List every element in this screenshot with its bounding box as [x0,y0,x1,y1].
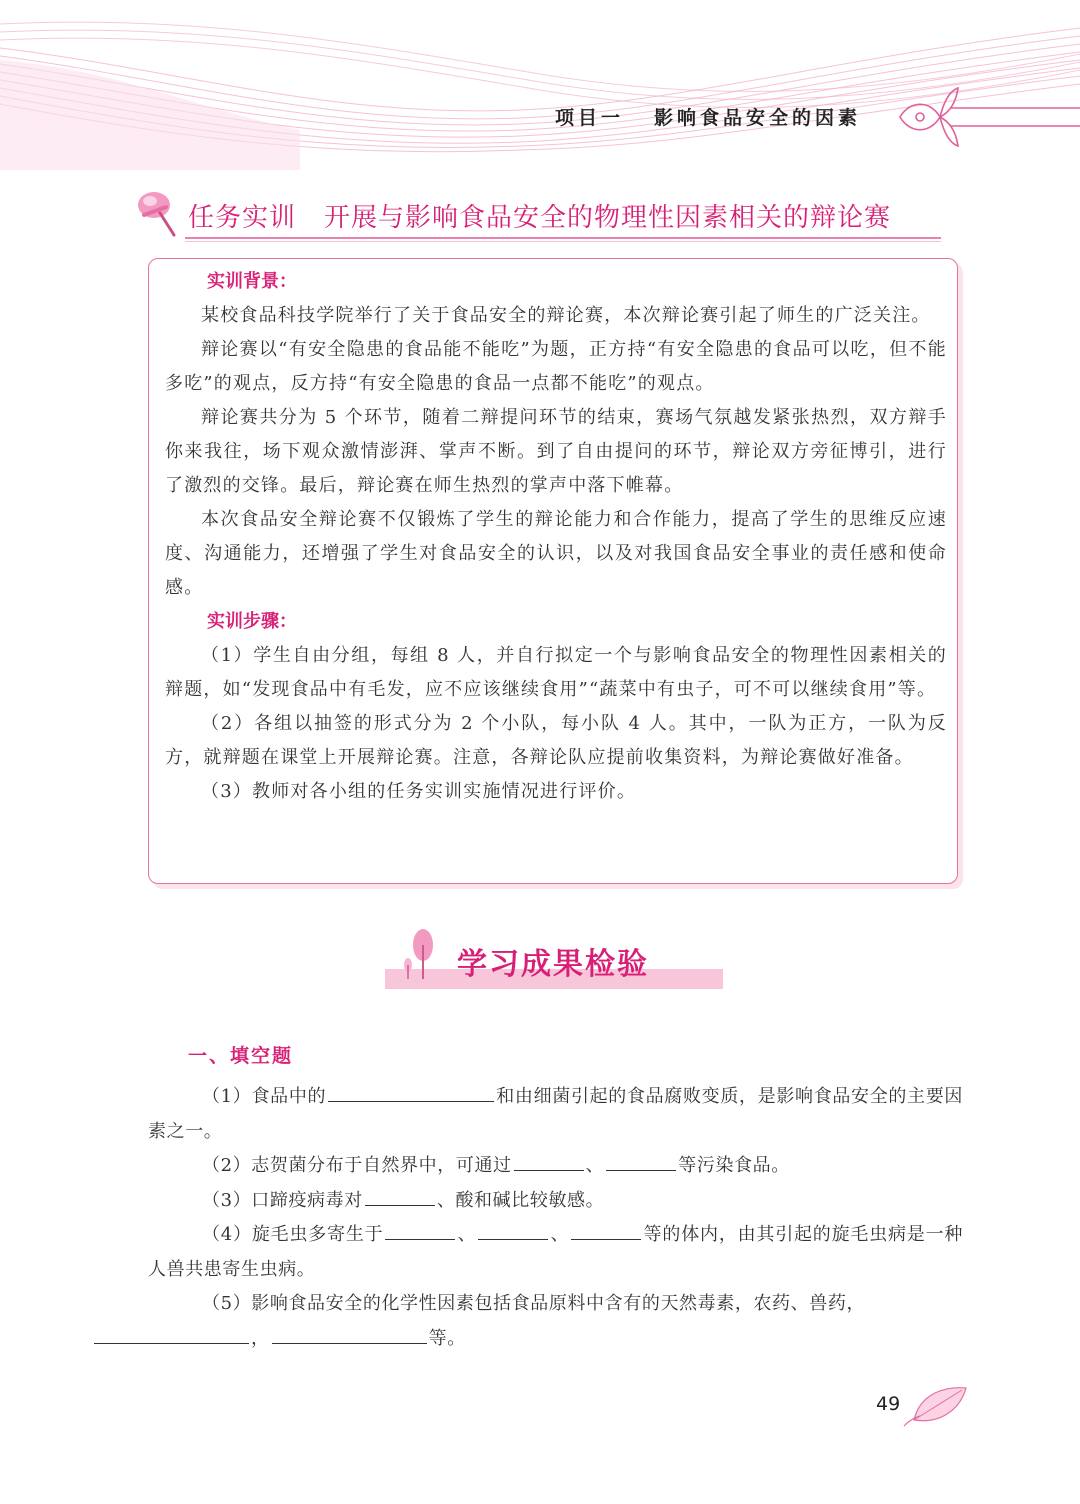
quiz-heading: 一、填空题 [188,1045,294,1067]
q1-text-a: （1）食品中的 [202,1086,327,1107]
task-heading: 开展与影响食品安全的物理性因素相关的辩论赛 [324,203,892,233]
section-title: 学习成果检验 [457,947,649,982]
step-3: （3）教师对各小组的任务实训实施情况进行评价。 [201,781,637,802]
pushpin-icon [130,185,186,241]
q2-text-b: 、 [585,1155,605,1176]
quiz-section [148,1040,963,1356]
answer-blank[interactable] [385,1219,455,1240]
tree-icon [399,927,439,983]
q1-text-b: 和由细菌引起的食品腐败变质，是影响食品安全的主要因素之一。 [148,1086,964,1142]
title-underline-thin [185,241,941,242]
chapter-title: 影响食品安全的因素 [654,107,862,129]
question-2 [148,1149,963,1184]
q4-text-b: 、 [457,1224,477,1245]
question-5 [148,1287,963,1356]
steps-heading: 实训步骤： [207,611,297,632]
step-1: （1）学生自由分组，每组 8 人，并自行拟定一个与影响食品安全的物理性因素相关的辩题，如“发现食品中有毛发，应不应该继续食用”“蔬菜中有虫子，可不可以继续食用”等。 [165,645,947,700]
page-number: 49 [876,1393,901,1415]
section-banner [385,925,725,991]
answer-blank[interactable] [571,1219,641,1240]
answer-blank[interactable] [478,1219,548,1240]
task-title-block [130,185,950,245]
question-3 [148,1184,963,1219]
leaf-decoration-icon [900,1380,970,1430]
task-title [188,197,891,234]
q2-text-c: 等污染食品。 [678,1155,790,1176]
question-1 [148,1080,963,1149]
q4-text-d: 等的体内，由其引起的旋毛虫病是一种人兽共患寄生虫病。 [148,1224,963,1280]
running-header [555,103,861,130]
answer-blank[interactable] [328,1081,494,1102]
q4-text-a: （4）旋毛虫多寄生于 [202,1224,384,1245]
q2-text-a: （2）志贺菌分布于自然界中，可通过 [202,1155,512,1176]
answer-blank[interactable] [365,1185,435,1206]
answer-blank[interactable] [514,1150,584,1171]
q3-text-a: （3）口蹄疫病毒对 [202,1189,363,1211]
background-paragraph-1: 某校食品科技学院举行了关于食品安全的辩论赛，本次辩论赛引起了师生的广泛关注。 [201,305,931,326]
answer-blank[interactable] [272,1323,427,1344]
chapter-label: 项目一 [555,107,625,129]
q3-text-b: 、酸和碱比较敏感。 [436,1189,605,1211]
background-paragraph-4: 本次食品安全辩论赛不仅锻炼了学生的辩论能力和合作能力，提高了学生的思维反应速度、沟通能力，还增强了学生对食品安全的认识，以及对我国食品安全事业的责任感和使命感。 [165,509,947,598]
step-2: （2）各组以抽签的形式分为 2 个小队，每小队 4 人。其中，一队为正方，一队为反方，就辩题在课堂上开展辩论赛。注意，各辩论队应提前收集资料，为辩论赛做好准备。 [165,713,947,768]
title-underline [185,237,941,239]
answer-blank[interactable] [94,1323,249,1344]
question-4 [148,1218,963,1287]
q5-text-b: ， [251,1327,270,1349]
training-box [148,258,958,884]
background-paragraph-3: 辩论赛共分为 5 个环节，随着二辩提问环节的结束，赛场气氛越发紧张热烈，双方辩手你来我往，场下观众激情澎湃、掌声不断。到了自由提问的环节，辩论双方旁征博引，进行了激烈的交锋。最后，辩论赛在师生热烈的掌声中落下帷幕。 [165,407,947,496]
background-heading: 实训背景： [207,271,297,292]
header-ornament-icon [890,82,1080,152]
task-label: 任务实训 [188,203,297,233]
q5-text-c: 等。 [428,1327,466,1349]
q5-text-a: （5）影响食品安全的化学性因素包括食品原料中含有的天然毒素，农药、兽药， [202,1293,866,1314]
answer-blank[interactable] [606,1150,676,1171]
background-paragraph-2: 辩论赛以“有安全隐患的食品能不能吃”为题，正方持“有安全隐患的食品可以吃，但不能多吃”的观点，反方持“有安全隐患的食品一点都不能吃”的观点。 [165,339,947,394]
q4-text-c: 、 [550,1224,570,1245]
